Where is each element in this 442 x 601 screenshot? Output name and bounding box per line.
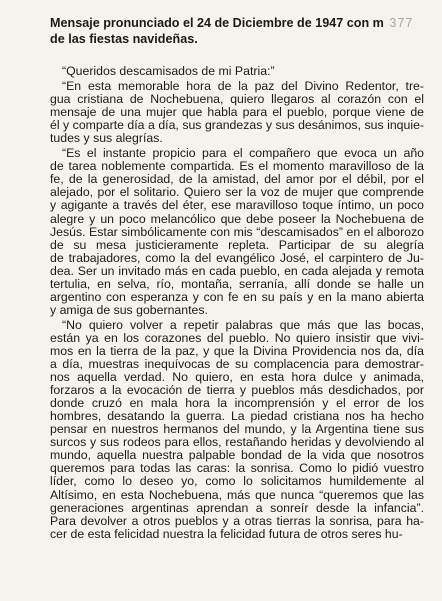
text-line: cer de esta felicidad nuestra la felicidad futura de otros seres hu- xyxy=(50,527,403,541)
text-line: alejado, por el solitario. Quiero ser la voz de mujer que comprende xyxy=(50,186,424,200)
text-line: donde cruzó en mala hora la incomprensión y el error de los xyxy=(50,397,424,411)
text-line: él y comparte día a día, sus grandezas y sus desánimos, sus inquie- xyxy=(50,119,424,133)
page-number: 377 xyxy=(389,16,414,30)
text-line: argentino con esperanza y con fe en su país y en la mano abierta xyxy=(50,290,424,304)
text-line: mundo, aquella nuestra palpable bondad de la vida que nosotros xyxy=(50,449,424,463)
text-line: de tarea noblemente compartida. Es el momento maravilloso de la xyxy=(50,160,424,174)
text-line: Para devolver a otros pueblos y a otras tierras la sonrisa, para ha- xyxy=(50,514,424,528)
text-line: hombres, desatando la guerra. La piedad cristiana nos ha hecho xyxy=(50,410,424,424)
text-line: “Queridos descamisados de mi Patria:” xyxy=(62,65,275,78)
text-line: de su mesa justicieramente repleta. Participar de su alegría xyxy=(50,238,424,252)
text-line: Altísimo, en esta Nochebuena, más que nunca “queremos que las xyxy=(50,488,424,502)
text-line: surcos y sus rodeos para ellos, restañando heridas y devolviendo al xyxy=(50,436,424,450)
text-line: fe, de la generosidad, de la amistad, del amor por el débil, por el xyxy=(50,173,424,187)
text-line: de trabajadores, como la del evangélico José, el carpintero de Ju- xyxy=(50,251,424,265)
text-line: queremos para todas las caras: la sonrisa. Como lo pidió vuestro xyxy=(50,462,424,476)
text-line: alegre y un poco melancólico que debe poseer la Nochebuena de xyxy=(50,212,424,226)
text-line: a día, muestras inequívocas de su complacencia para demostrar- xyxy=(50,358,424,372)
paragraph xyxy=(50,147,424,317)
text-line: mos en la tierra de la paz, y que la Divina Providencia nos da, día xyxy=(50,344,424,358)
text-line: nos aquella verdad. No quiero, en esta hora dulce y animada, xyxy=(50,371,424,385)
text-line: pensar en nuestros hermanos del mundo, y la Argentina tiene sus xyxy=(50,423,424,437)
text-line: dea. Ser un invitado más en cada pueblo, en cada alejada y remota xyxy=(50,264,424,278)
heading-line-2: de las fiestas navideñas. xyxy=(50,32,198,46)
heading-line-1-text: Mensaje pronunciado el 24 de Diciembre de 1947 con m xyxy=(50,16,384,30)
text-line: y amiga de sus gobernantes. xyxy=(50,303,208,317)
text-line: Jesús. Estar simbólicamente con mis “descamisados” en el alborozo xyxy=(50,225,424,239)
text-line: “En esta memorable hora de la paz del Divino Redentor, tre- xyxy=(62,80,424,94)
text-line: gua cristiana de Nochebuena, quiero llegaros al corazón con el xyxy=(50,93,424,107)
paragraph xyxy=(50,319,424,541)
speech-heading xyxy=(50,15,430,47)
text-line: líder, como lo deseo yo, como lo solicitamos humildemente al xyxy=(50,475,424,489)
text-line: “No quiero volver a repetir palabras que más que las bocas, xyxy=(62,318,424,332)
text-line: tudes y sus alegrías. xyxy=(50,132,163,146)
text-line: tertulia, en selva, río, montaña, serranía, allí donde se halle un xyxy=(50,277,424,291)
speech-body xyxy=(50,65,424,541)
text-line: generaciones argentinas aprendan a sonreír desde la infancia”. xyxy=(50,501,424,515)
text-line: mensaje de una mujer que habla para el pueblo, porque viene de xyxy=(50,106,424,120)
heading-line-1 xyxy=(50,15,430,31)
text-line: “Es el instante propicio para el compañero que evoca un año xyxy=(62,147,424,161)
text-line: y agigante a través del éter, ese maravilloso toque íntimo, un poco xyxy=(50,199,424,213)
paragraph xyxy=(50,80,424,145)
text-line: forzaros a la evocación de tierra y pueblos más desdichados, por xyxy=(50,384,424,398)
paragraph xyxy=(50,65,424,78)
text-line: están ya en los corazones del pueblo. No quiero insistir que vivi- xyxy=(50,331,424,345)
